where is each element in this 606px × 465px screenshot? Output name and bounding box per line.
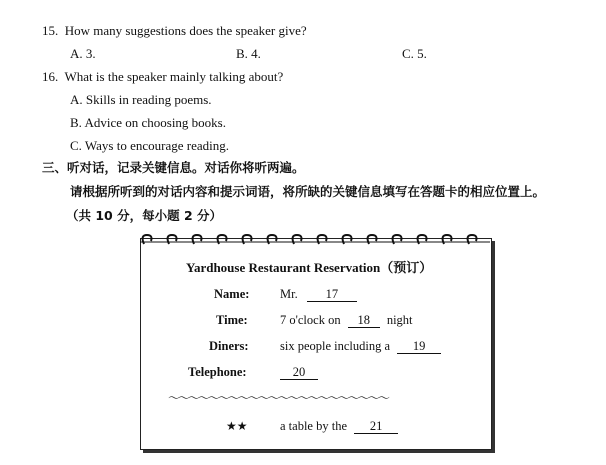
stars-icon: ★★ [226, 419, 248, 433]
tilde-divider: ～～～～～～～～～～～～～～～～～～～～～～ [168, 391, 389, 405]
telephone-label: Telephone: [188, 365, 247, 379]
name-label: Name: [214, 287, 250, 301]
time-row [280, 312, 413, 328]
section-heading: 三、听对话，记录关键信息。对话你将听两遍。 [42, 160, 305, 175]
question-15: 15. How many suggestions does the speaker give? [42, 23, 307, 38]
q15-option-b[interactable]: B. 4. [236, 46, 261, 61]
name-prefix: Mr. [280, 287, 298, 301]
telephone-blank[interactable]: 20 [280, 365, 318, 380]
telephone-row [280, 364, 318, 380]
diners-row [280, 338, 441, 354]
diners-prefix: six people including a [280, 339, 391, 353]
time-label: Time: [216, 313, 248, 327]
q16-option-a[interactable]: A. Skills in reading poems. [70, 92, 212, 107]
card-title [186, 260, 432, 276]
q15-option-a[interactable]: A. 3. [70, 46, 96, 61]
question-16: 16. What is the speaker mainly talking about? [42, 69, 284, 84]
spiral-binding [134, 229, 499, 249]
table-row [280, 418, 398, 434]
name-blank[interactable]: 17 [307, 287, 357, 302]
diners-blank[interactable]: 19 [397, 339, 441, 354]
name-row [280, 286, 357, 302]
q16-option-b[interactable]: B. Advice on choosing books. [70, 115, 226, 130]
section-instruction: 请根据所听到的对话内容和提示词语，将所缺的关键信息填写在答题卡的相应位置上。 [70, 184, 546, 199]
table-prefix: a table by the [280, 419, 347, 433]
time-prefix: 7 o'clock on [280, 313, 341, 327]
card-title-text: Yardhouse Restaurant Reservation（预订） [186, 260, 433, 275]
section-points: （共 10 分，每小题 2 分） [66, 208, 223, 223]
q16-option-c[interactable]: C. Ways to encourage reading. [70, 138, 229, 153]
table-blank[interactable]: 21 [354, 419, 398, 434]
time-blank[interactable]: 18 [348, 313, 380, 328]
q15-option-c[interactable]: C. 5. [402, 46, 427, 61]
diners-label: Diners: [209, 339, 249, 353]
time-suffix: night [386, 313, 413, 327]
